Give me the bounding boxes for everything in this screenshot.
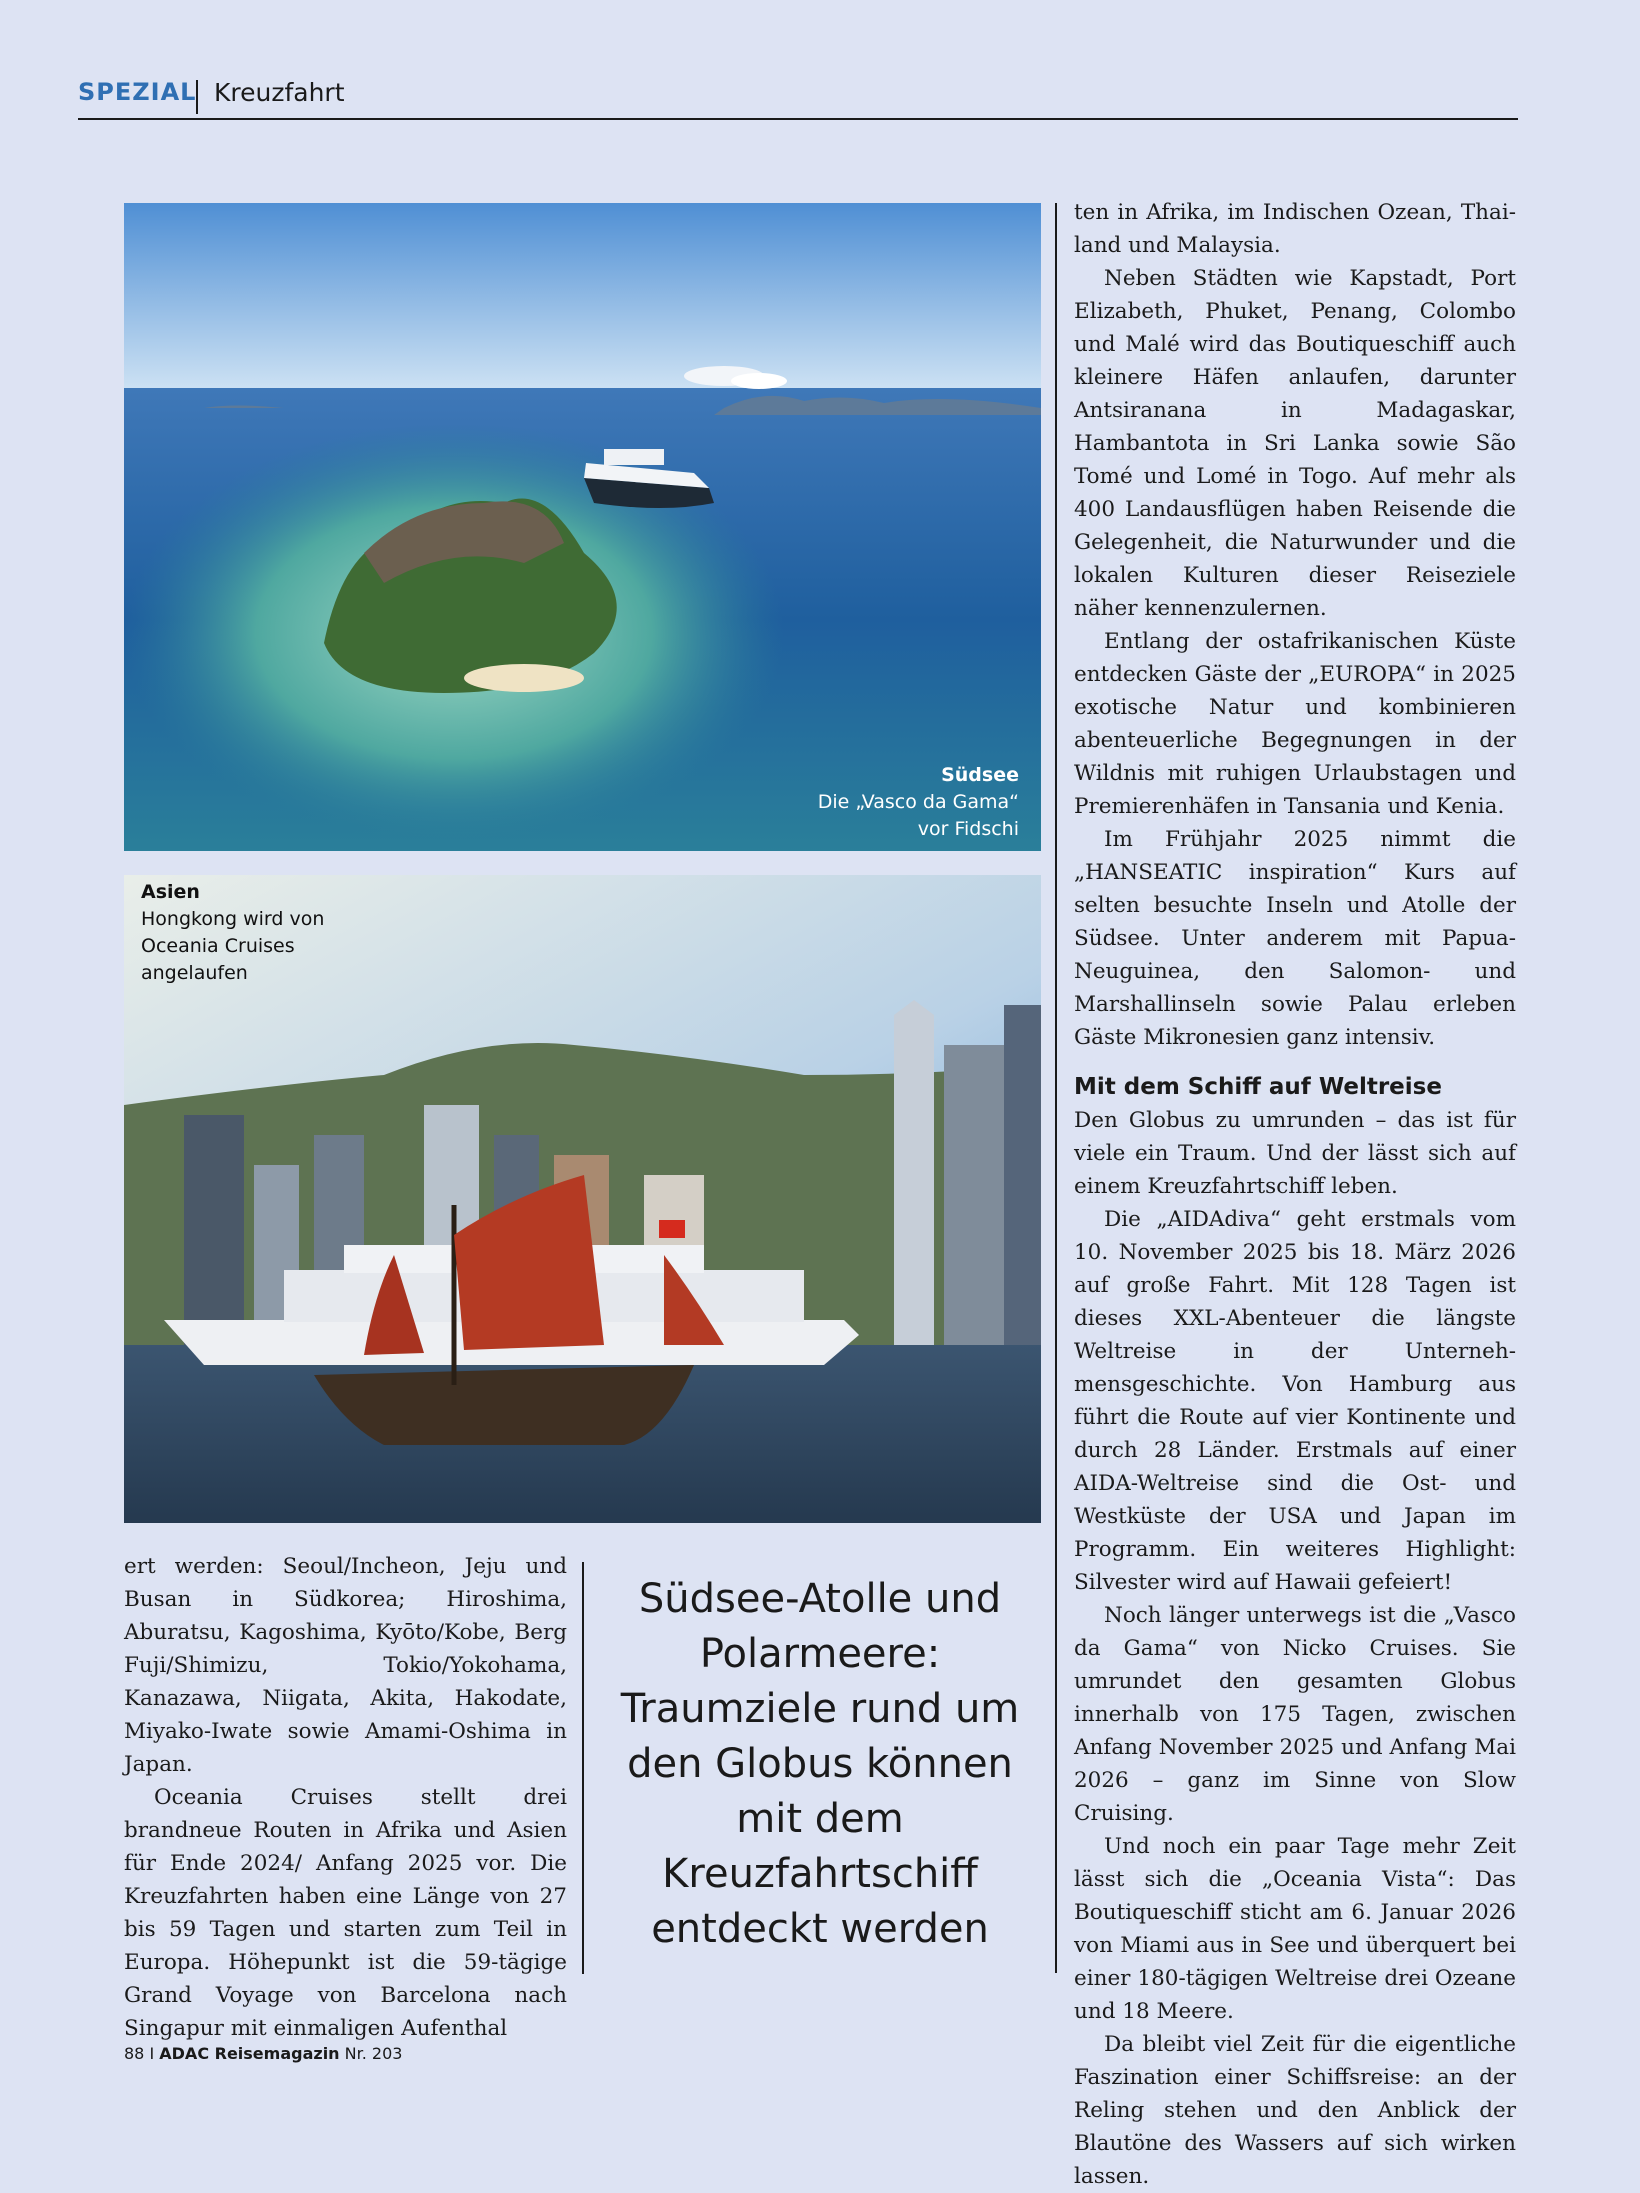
caption-line: Oceania Cruises — [141, 935, 295, 957]
caption-line: vor Fidschi — [917, 818, 1019, 840]
photo-asien — [124, 875, 1041, 1523]
photo-suedsee — [124, 203, 1041, 851]
paragraph: Und noch ein paar Tage mehr Zeit lässt sich die „Oceania Vista“: Das Boutiqueschiff sticht am 6. Januar 2026 von Miami aus in See und überquert bei einer 180-tägigen Weltreise drei Ozeane und 18 Meere. — [1074, 1834, 1516, 2024]
section-label: SPEZIAL — [78, 78, 197, 106]
caption-title: Asien — [141, 881, 200, 903]
pull-quote: Südsee-Atolle und Polarmeere: Traumziele rund um den Globus können mit dem Kreuzfahrtschiff entdeckt werden — [620, 1576, 1020, 1952]
header-divider — [196, 80, 198, 114]
magazine-name: ADAC Reisemagazin — [159, 2044, 340, 2063]
article-column-right — [1074, 196, 1516, 2193]
topic-label: Kreuzfahrt — [214, 78, 345, 107]
caption-suedsee — [818, 762, 1019, 843]
suedsee-illustration — [124, 203, 1041, 851]
paragraph: ten in Afrika, im Indischen Ozean, Thailand und Malaysia. — [1074, 200, 1516, 258]
footer-separator: I — [149, 2044, 155, 2063]
caption-asien — [141, 879, 324, 987]
caption-line: angelaufen — [141, 962, 248, 984]
caption-title: Südsee — [941, 764, 1019, 786]
article-column-left — [124, 1550, 567, 2045]
paragraph: Entlang der ostafrikanischen Küste entdecken Gäste der „EUROPA“ in 2025 exotische Natur und kombinieren abenteuerliche Begegnungen in der Wildnis mit ruhigen Urlaubstagen und Premierenhäfen in Tansania und Kenia. — [1074, 629, 1516, 819]
paragraph: Im Frühjahr 2025 nimmt die „HANSEATIC inspiration“ Kurs auf selten besuchte Inseln und Atolle der Südsee. Unter anderem mit Papua-Neuguinea, den Salomon- und Marshallinseln sowie Palau erleben Gäste Mikronesien ganz intensiv. — [1074, 827, 1516, 1050]
paragraph: Noch länger unterwegs ist die „Vasco da Gama“ von Nicko Cruises. Sie umrundet den gesamten Globus innerhalb von 175 Tagen, zwischen Anfang November 2025 und Anfang Mai 2026 – ganz im Sinne von Slow Cruising. — [1074, 1603, 1516, 1826]
paragraph: Oceania Cruises stellt drei brandneue Routen in Afrika und Asien für Ende 2024/ Anfang 2025 vor. Die Kreuzfahrten haben eine Länge von 27 bis 59 Tagen und starten zum Teil in Europa. Höhepunkt ist die 59-tägige Grand Voyage von Barcelona nach Singapur mit einmaligen Aufenthal — [124, 1785, 567, 2041]
paragraph: Neben Städten wie Kapstadt, Port Elizabeth, Phuket, Penang, Colombo und Malé wird das Boutiqueschiff auch kleinere Häfen anlaufen, darunter Antsiranana in Madagaskar, Hambantota in Sri Lanka sowie São Tomé und Lomé in Togo. Auf mehr als 400 Landausflügen haben Reisende die Gelegenheit, die Naturwunder und die lokalen Kulturen dieser Reiseziele näher kennenzulernen. — [1074, 266, 1516, 621]
column-rule — [582, 1562, 584, 1974]
paragraph: Den Globus zu umrunden – das ist für viele ein Traum. Und der lässt sich auf einem Kreuzfahrtschiff leben. — [1074, 1108, 1516, 1199]
page-header — [78, 74, 1518, 120]
paragraph: Die „AIDAdiva“ geht erstmals vom 10. November 2025 bis 18. März 2026 auf große Fahrt. Mit 128 Tagen ist dieses XXL-Abenteuer die längste Weltreise in der Unternehmensgeschichte. Von Hamburg aus führt die Route auf vier Kontinente und durch 28 Länder. Erstmals auf einer AIDA-Weltreise sind die Ost- und Westküste der USA und Japan im Programm. Ein weiteres Highlight: Silvester wird auf Hawaii gefeiert! — [1074, 1207, 1516, 1595]
issue-number: Nr. 203 — [344, 2044, 403, 2063]
caption-line: Die „Vasco da Gama“ — [817, 791, 1019, 813]
page-footer — [124, 2044, 402, 2063]
paragraph: ert werden: Seoul/Incheon, Jeju und Busan in Südkorea; Hiroshima, Aburatsu, Kagoshima, Kyōto/Kobe, Berg Fuji/Shimizu, Tokio/Yokohama, Kanazawa, Niigata, Akita, Hakodate, Miyako-Iwate sowie Amami-Oshima in Japan. — [124, 1554, 567, 1777]
column-rule — [1055, 203, 1057, 1973]
paragraph: Da bleibt viel Zeit für die eigentliche Faszination einer Schiffsreise: an der Reling stehen und den Anblick der Blautöne des Wassers auf sich wirken lassen. — [1074, 2032, 1516, 2189]
page-number: 88 — [124, 2044, 145, 2063]
section-heading: Mit dem Schiff auf Weltreise — [1074, 1074, 1442, 1100]
caption-line: Hongkong wird von — [141, 908, 325, 930]
